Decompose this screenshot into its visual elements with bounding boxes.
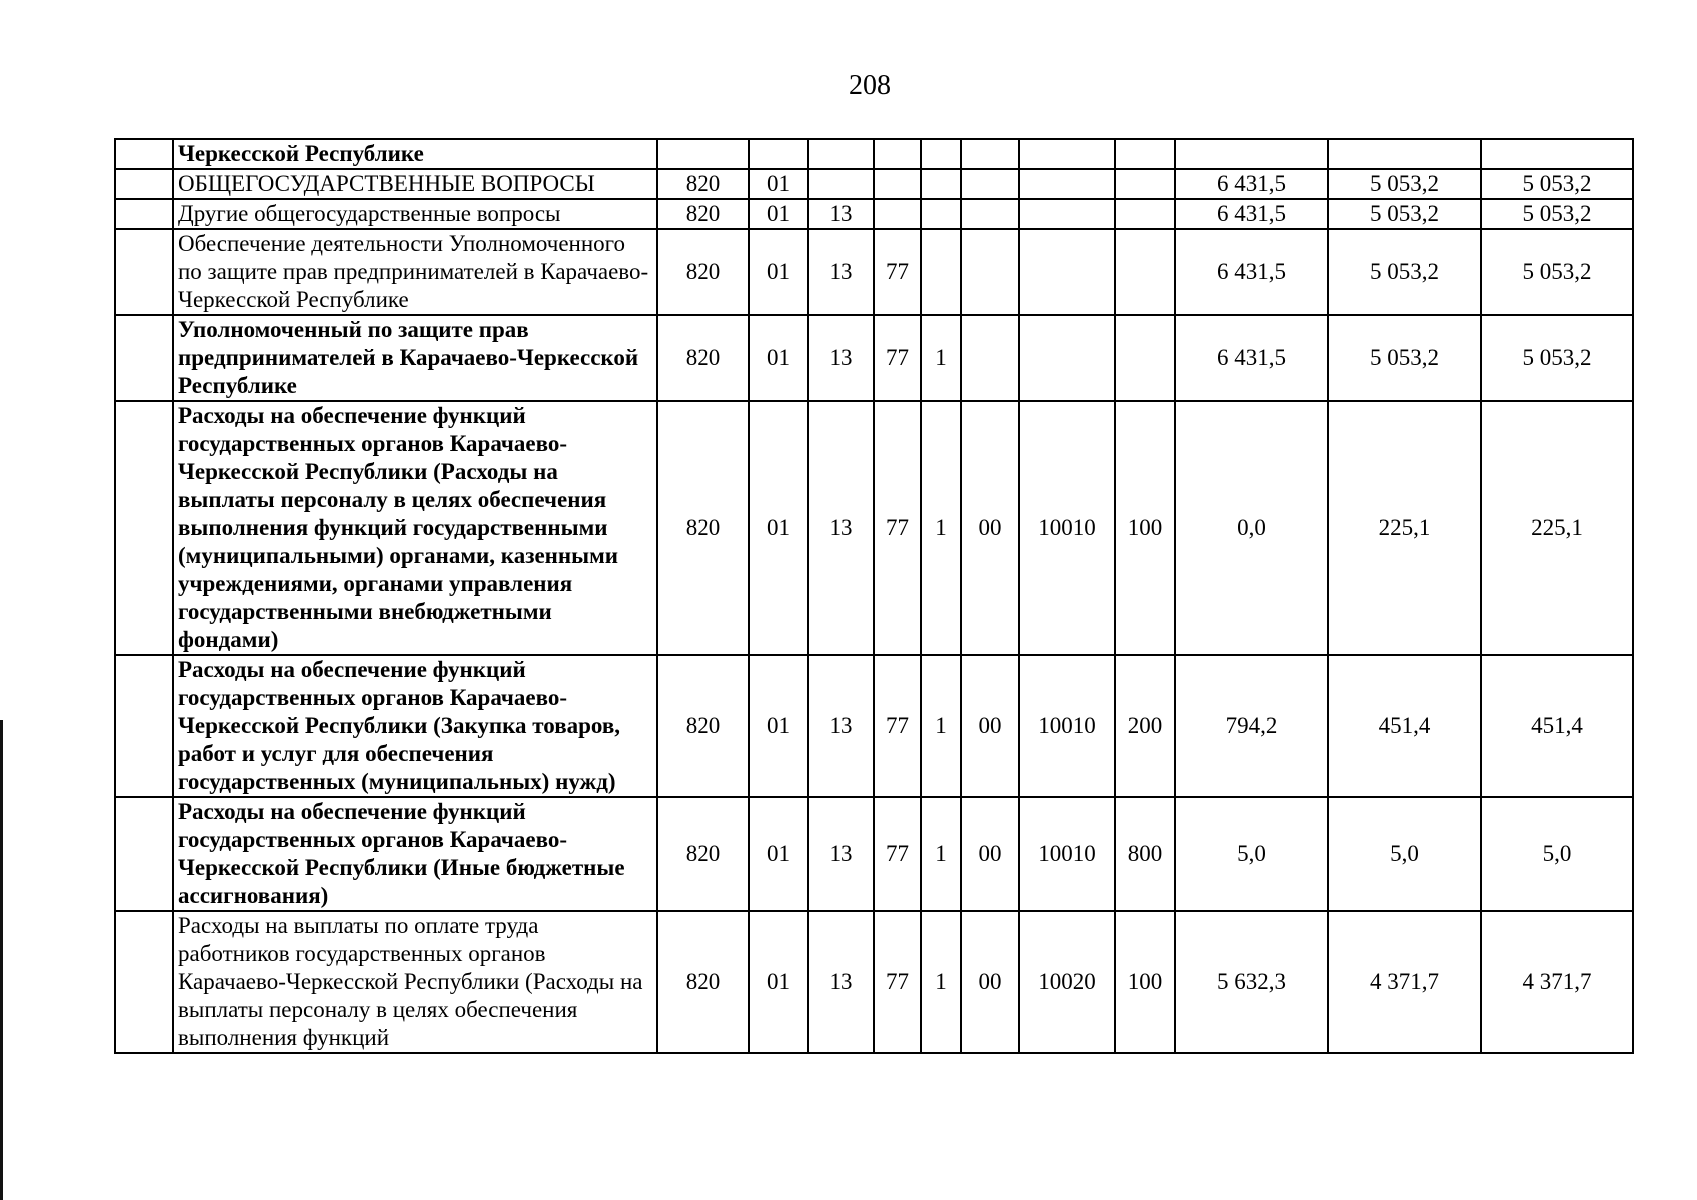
code-cell — [874, 199, 921, 229]
value-cell: 6 431,5 — [1175, 169, 1328, 199]
code-cell: 100 — [1115, 911, 1175, 1053]
row-number-cell — [115, 139, 173, 169]
value-cell — [1481, 139, 1633, 169]
code-cell — [921, 199, 961, 229]
table-row — [115, 401, 1633, 655]
code-cell: 01 — [749, 401, 808, 655]
value-cell: 225,1 — [1481, 401, 1633, 655]
code-cell — [749, 139, 808, 169]
code-cell — [961, 199, 1019, 229]
code-cell: 13 — [808, 315, 874, 401]
code-cell: 77 — [874, 229, 921, 315]
code-cell — [874, 139, 921, 169]
table-row — [115, 797, 1633, 911]
row-name: Обеспечение деятельности Уполномоченного по защите прав предпринимателей в Карачаево-Черкесской Республике — [173, 229, 657, 315]
code-cell: 01 — [749, 911, 808, 1053]
code-cell: 00 — [961, 797, 1019, 911]
value-cell: 5 053,2 — [1328, 229, 1481, 315]
table-row — [115, 169, 1633, 199]
code-cell — [1115, 315, 1175, 401]
code-cell — [921, 139, 961, 169]
code-cell: 01 — [749, 229, 808, 315]
value-cell: 225,1 — [1328, 401, 1481, 655]
row-name: Расходы на обеспечение функций государственных органов Карачаево-Черкесской Республики (Закупка товаров, работ и услуг для обеспечения государственных (муниципальных) нужд) — [173, 655, 657, 797]
code-cell: 13 — [808, 797, 874, 911]
value-cell: 5 053,2 — [1328, 169, 1481, 199]
code-cell: 01 — [749, 169, 808, 199]
code-cell: 13 — [808, 911, 874, 1053]
row-name: Расходы на выплаты по оплате труда работников государственных органов Карачаево-Черкесской Республики (Расходы на выплаты персоналу в целях обеспечения выполнения функций — [173, 911, 657, 1053]
code-cell: 820 — [657, 401, 749, 655]
code-cell: 1 — [921, 315, 961, 401]
code-cell — [808, 169, 874, 199]
page-number: 208 — [849, 70, 891, 101]
code-cell: 01 — [749, 199, 808, 229]
code-cell — [961, 229, 1019, 315]
table-row — [115, 139, 1633, 169]
code-cell: 13 — [808, 401, 874, 655]
code-cell: 800 — [1115, 797, 1175, 911]
table-row — [115, 315, 1633, 401]
code-cell: 1 — [921, 911, 961, 1053]
code-cell: 1 — [921, 401, 961, 655]
code-cell: 820 — [657, 229, 749, 315]
code-cell: 10010 — [1019, 401, 1115, 655]
code-cell: 820 — [657, 315, 749, 401]
code-cell: 77 — [874, 655, 921, 797]
value-cell: 5,0 — [1175, 797, 1328, 911]
code-cell — [874, 169, 921, 199]
code-cell: 1 — [921, 797, 961, 911]
code-cell: 820 — [657, 911, 749, 1053]
code-cell: 820 — [657, 169, 749, 199]
code-cell — [1019, 229, 1115, 315]
code-cell: 01 — [749, 797, 808, 911]
code-cell — [921, 229, 961, 315]
value-cell: 4 371,7 — [1328, 911, 1481, 1053]
value-cell: 4 371,7 — [1481, 911, 1633, 1053]
code-cell: 1 — [921, 655, 961, 797]
code-cell: 77 — [874, 911, 921, 1053]
code-cell — [1115, 169, 1175, 199]
code-cell — [1115, 229, 1175, 315]
code-cell: 01 — [749, 315, 808, 401]
code-cell — [1019, 315, 1115, 401]
row-name: ОБЩЕГОСУДАРСТВЕННЫЕ ВОПРОСЫ — [173, 169, 657, 199]
code-cell: 820 — [657, 655, 749, 797]
row-name: Расходы на обеспечение функций государственных органов Карачаево-Черкесской Республики (Иные бюджетные ассигнования) — [173, 797, 657, 911]
table-row — [115, 229, 1633, 315]
row-number-cell — [115, 797, 173, 911]
row-number-cell — [115, 655, 173, 797]
code-cell — [808, 139, 874, 169]
value-cell: 451,4 — [1328, 655, 1481, 797]
code-cell: 00 — [961, 911, 1019, 1053]
value-cell: 6 431,5 — [1175, 315, 1328, 401]
value-cell: 5 053,2 — [1328, 315, 1481, 401]
value-cell: 5 053,2 — [1481, 315, 1633, 401]
code-cell: 77 — [874, 797, 921, 911]
value-cell: 0,0 — [1175, 401, 1328, 655]
code-cell: 10020 — [1019, 911, 1115, 1053]
value-cell: 5,0 — [1328, 797, 1481, 911]
code-cell — [961, 169, 1019, 199]
code-cell: 13 — [808, 229, 874, 315]
value-cell: 5 053,2 — [1481, 169, 1633, 199]
code-cell: 13 — [808, 199, 874, 229]
value-cell: 5,0 — [1481, 797, 1633, 911]
table-row — [115, 199, 1633, 229]
row-name: Черкесской Республике — [173, 139, 657, 169]
value-cell: 5 053,2 — [1481, 229, 1633, 315]
value-cell: 5 053,2 — [1328, 199, 1481, 229]
code-cell: 01 — [749, 655, 808, 797]
row-name: Уполномоченный по защите прав предпринимателей в Карачаево-Черкесской Республике — [173, 315, 657, 401]
code-cell: 13 — [808, 655, 874, 797]
code-cell — [921, 169, 961, 199]
row-number-cell — [115, 911, 173, 1053]
code-cell — [961, 315, 1019, 401]
code-cell: 77 — [874, 315, 921, 401]
code-cell: 10010 — [1019, 797, 1115, 911]
value-cell: 5 053,2 — [1481, 199, 1633, 229]
code-cell: 00 — [961, 655, 1019, 797]
row-name: Другие общегосударственные вопросы — [173, 199, 657, 229]
value-cell: 6 431,5 — [1175, 229, 1328, 315]
code-cell: 820 — [657, 797, 749, 911]
code-cell — [1115, 139, 1175, 169]
code-cell — [657, 139, 749, 169]
code-cell: 10010 — [1019, 655, 1115, 797]
value-cell: 451,4 — [1481, 655, 1633, 797]
code-cell: 820 — [657, 199, 749, 229]
row-number-cell — [115, 229, 173, 315]
value-cell — [1175, 139, 1328, 169]
code-cell: 100 — [1115, 401, 1175, 655]
table-row — [115, 911, 1633, 1053]
value-cell — [1328, 139, 1481, 169]
code-cell — [1019, 139, 1115, 169]
code-cell — [961, 139, 1019, 169]
row-number-cell — [115, 401, 173, 655]
code-cell — [1019, 169, 1115, 199]
value-cell: 5 632,3 — [1175, 911, 1328, 1053]
row-number-cell — [115, 199, 173, 229]
row-number-cell — [115, 169, 173, 199]
value-cell: 794,2 — [1175, 655, 1328, 797]
table-row — [115, 655, 1633, 797]
row-number-cell — [115, 315, 173, 401]
code-cell — [1019, 199, 1115, 229]
code-cell — [1115, 199, 1175, 229]
value-cell: 6 431,5 — [1175, 199, 1328, 229]
scan-edge-line — [0, 720, 3, 1200]
code-cell: 00 — [961, 401, 1019, 655]
code-cell: 200 — [1115, 655, 1175, 797]
budget-table — [114, 138, 1634, 1054]
row-name: Расходы на обеспечение функций государственных органов Карачаево-Черкесской Республики (Расходы на выплаты персоналу в целях обеспечения выполнения функций государственными (муниципальными) органами, казенными учреждениями, органами управления государственными внебюджетными фондами) — [173, 401, 657, 655]
code-cell: 77 — [874, 401, 921, 655]
